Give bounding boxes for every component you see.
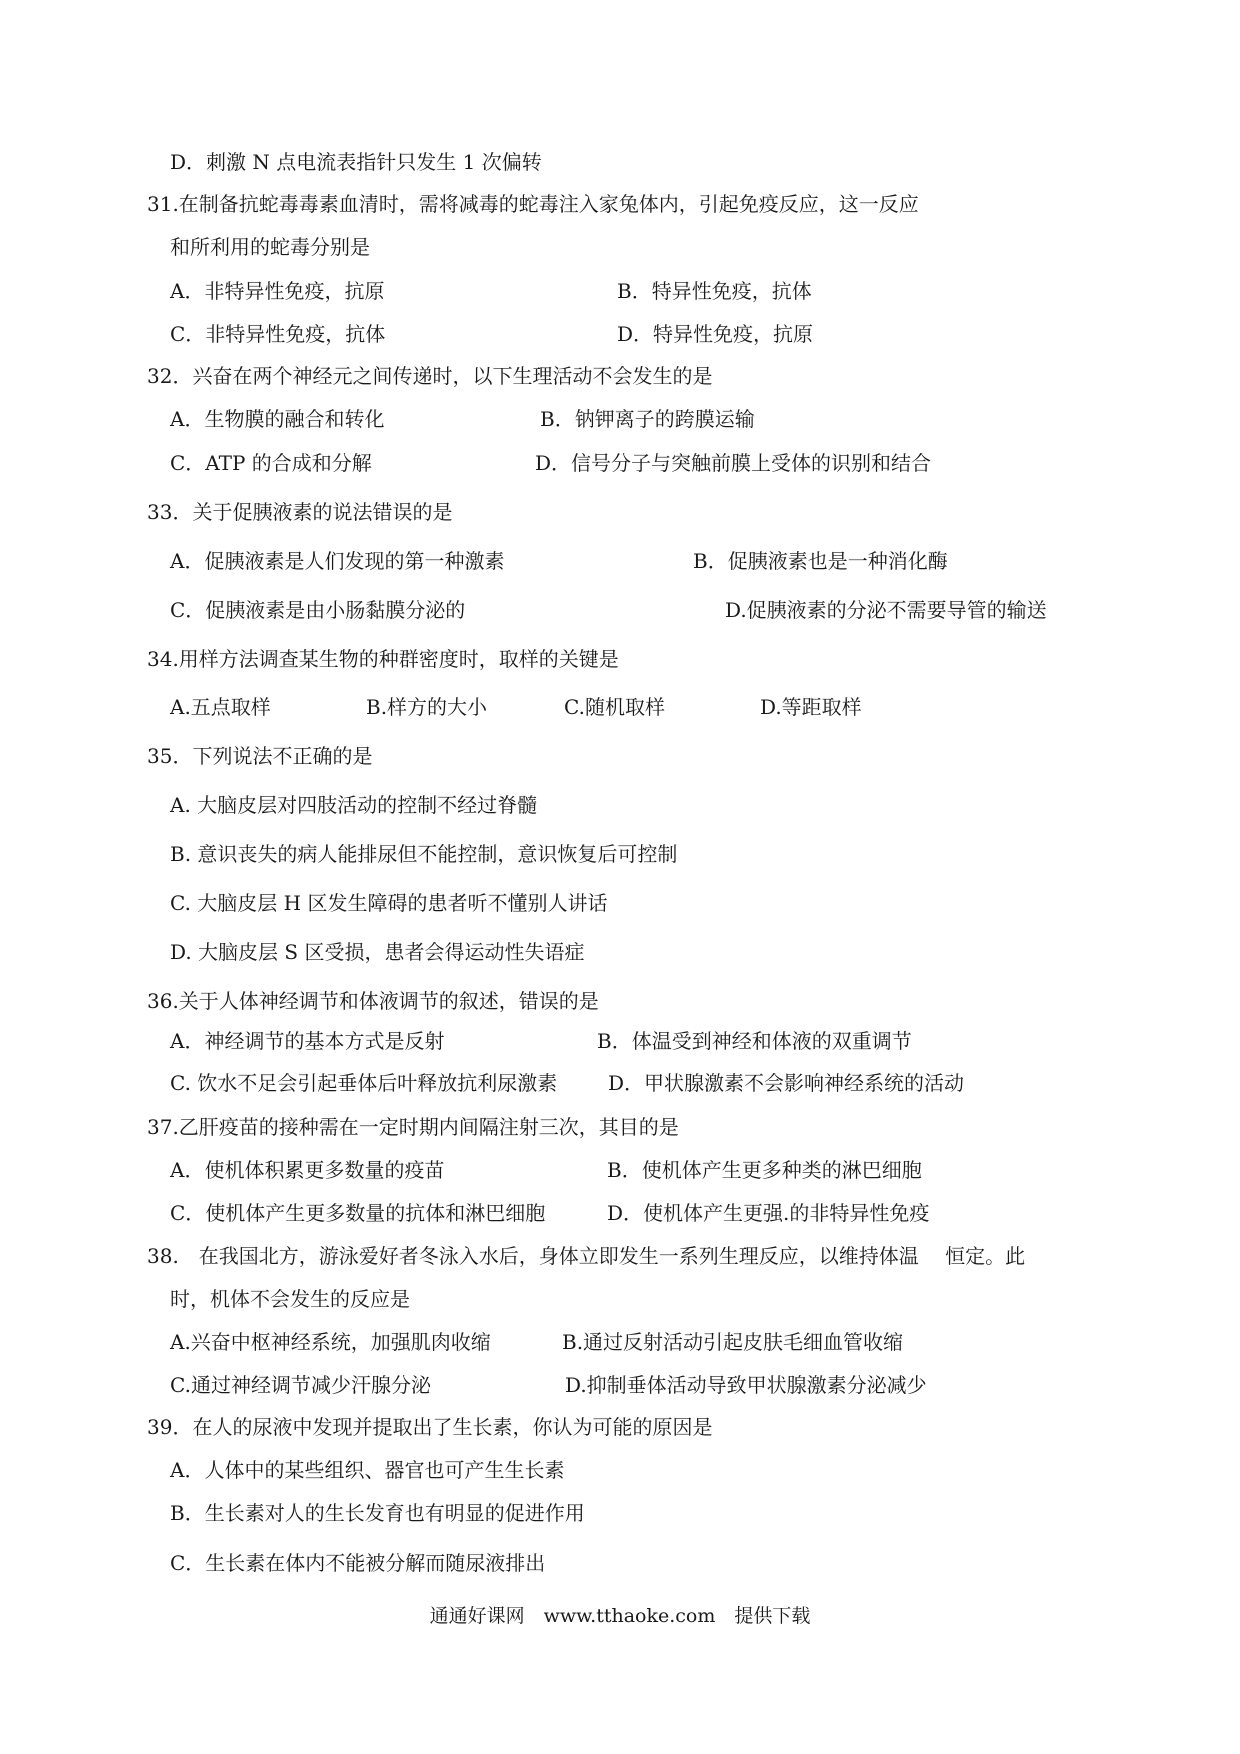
q36-option-d: D．甲状腺激素不会影响神经系统的活动	[608, 1071, 965, 1095]
q36-stem: 36.关于人体神经调节和体液调节的叙述，错误的是	[147, 989, 599, 1013]
q32-option-a: A．生物膜的融合和转化	[170, 407, 385, 431]
q38-option-a: A.兴奋中枢神经系统，加强肌肉收缩	[170, 1330, 491, 1354]
q34-option-d: D.等距取样	[760, 695, 862, 719]
q31-option-a: A．非特异性免疫，抗原	[170, 279, 385, 303]
q33-option-a: A．促胰液素是人们发现的第一种激素	[170, 549, 505, 573]
q34-stem: 34.用样方法调查某生物的种群密度时，取样的关键是	[147, 647, 619, 671]
q39-stem: 39．在人的尿液中发现并提取出了生长素，你认为可能的原因是	[147, 1415, 713, 1439]
q37-option-c: C．使机体产生更多数量的抗体和淋巴细胞	[170, 1201, 546, 1225]
q34-option-a: A.五点取样	[170, 695, 271, 719]
q38-option-b: B.通过反射活动引起皮肤毛细血管收缩	[562, 1330, 904, 1354]
q30-option-d: D．刺激 N 点电流表指针只发生 1 次偏转	[170, 150, 542, 174]
q35-option-a: A. 大脑皮层对四肢活动的控制不经过脊髓	[170, 793, 538, 817]
q32-option-b: B．钠钾离子的跨膜运输	[540, 407, 755, 431]
q39-option-a: A．人体中的某些组织、器官也可产生生长素	[170, 1458, 565, 1482]
q31-option-c: C．非特异性免疫，抗体	[170, 322, 386, 346]
q33-option-b: B．促胰液素也是一种消化酶	[693, 549, 948, 573]
q34-option-b: B.样方的大小	[366, 695, 488, 719]
q39-option-c: C．生长素在体内不能被分解而随尿液排出	[170, 1551, 546, 1575]
q36-option-a: A．神经调节的基本方式是反射	[170, 1029, 445, 1053]
q36-option-c: C. 饮水不足会引起垂体后叶释放抗利尿激素	[170, 1071, 558, 1095]
q35-option-c: C. 大脑皮层 H 区发生障碍的患者听不懂别人讲话	[170, 891, 608, 915]
q34-option-c: C.随机取样	[564, 695, 665, 719]
q33-stem: 33．关于促胰液素的说法错误的是	[147, 500, 453, 524]
q35-stem: 35．下列说法不正确的是	[147, 744, 373, 768]
q38-option-c: C.通过神经调节减少汗腺分泌	[170, 1373, 431, 1397]
q35-option-d: D. 大脑皮层 S 区受损，患者会得运动性失语症	[170, 940, 585, 964]
q37-option-a: A．使机体积累更多数量的疫苗	[170, 1158, 445, 1182]
page-footer: 通通好课网 www.tthaoke.com 提供下载	[429, 1605, 811, 1627]
q32-option-c: C．ATP 的合成和分解	[170, 451, 372, 475]
q33-option-d: D.促胰液素的分泌不需要导管的输送	[725, 598, 1047, 622]
q36-option-b: B．体温受到神经和体液的双重调节	[597, 1029, 912, 1053]
q32-option-d: D．信号分子与突触前膜上受体的识别和结合	[535, 451, 932, 475]
q31-option-b: B．特异性免疫，抗体	[617, 279, 812, 303]
q37-option-d: D．使机体产生更强.的非特异性免疫	[607, 1201, 930, 1225]
q38-option-d: D.抑制垂体活动导致甲状腺激素分泌减少	[565, 1373, 927, 1397]
q39-option-b: B．生长素对人的生长发育也有明显的促进作用	[170, 1501, 585, 1525]
q33-option-c: C．促胰液素是由小肠黏膜分泌的	[170, 598, 466, 622]
q31-stem-line1: 31.在制备抗蛇毒毒素血清时，需将减毒的蛇毒注入家兔体内，引起免疫反应，这一反应	[147, 192, 919, 216]
q31-stem-line2: 和所利用的蛇毒分别是	[170, 235, 370, 259]
q31-option-d: D．特异性免疫，抗原	[617, 322, 814, 346]
q38-stem-line2: 时，机体不会发生的反应是	[170, 1287, 410, 1311]
q37-stem: 37.乙肝疫苗的接种需在一定时期内间隔注射三次，其目的是	[147, 1115, 679, 1139]
q32-stem: 32．兴奋在两个神经元之间传递时，以下生理活动不会发生的是	[147, 364, 713, 388]
q35-option-b: B. 意识丧失的病人能排尿但不能控制，意识恢复后可控制	[170, 842, 678, 866]
q38-stem-line1: 38. 在我国北方，游泳爱好者冬泳入水后，身体立即发生一系列生理反应，以维持体温 恒定。此	[147, 1244, 1026, 1268]
q37-option-b: B．使机体产生更多种类的淋巴细胞	[607, 1158, 922, 1182]
